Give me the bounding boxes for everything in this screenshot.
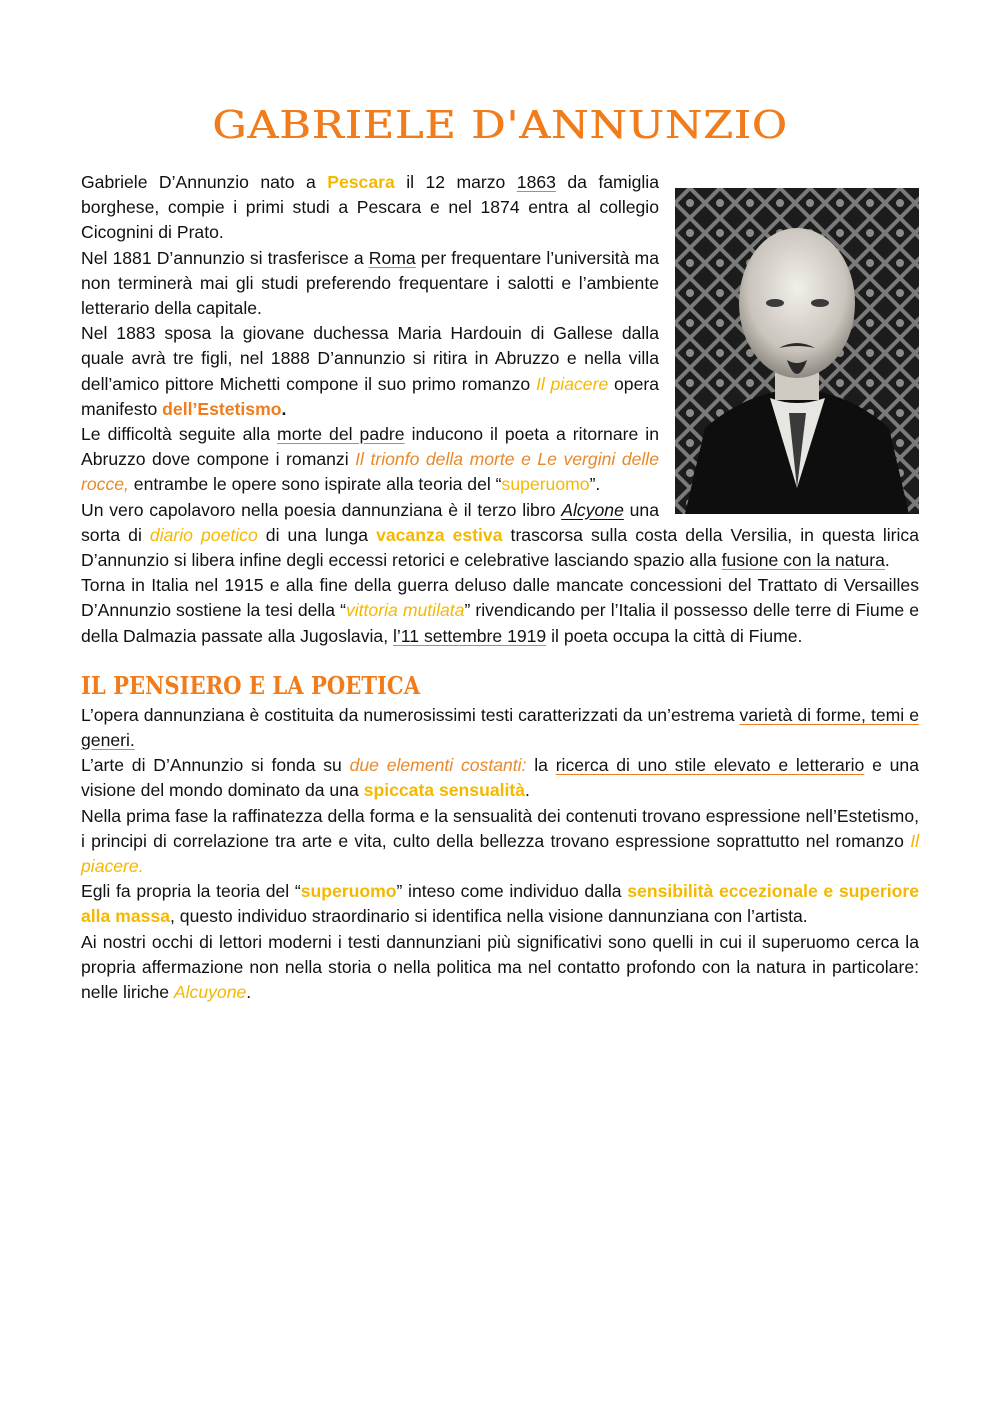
alcuyone-title: Alcuyone (173, 982, 247, 1003)
poetica-paragraph-3 (81, 804, 919, 880)
text: Gabriele D’Annunzio nato a (81, 172, 328, 192)
portrait-photo-icon (675, 188, 919, 514)
birth-year: 1863 (516, 172, 556, 192)
text: , questo individuo straordinario si identifica nella visione dannunziana con l’artista. (170, 906, 808, 927)
poetica-paragraph-5 (81, 930, 919, 1006)
poetica-paragraph-4 (81, 879, 919, 929)
il-piacere-title: Il piacere. (81, 830, 919, 877)
text: entrambe le opere sono ispirate alla teoria del “ (128, 474, 502, 495)
sensibilita-eccezionale: sensibilità eccezionale e superiore alla massa (81, 881, 919, 927)
text: trascorsa sulla costa della Versilia, in questa lirica D’annunzio si libera infine degli eccessi retorici e celebrative lasciando spazio alla (81, 524, 919, 571)
fiume-date: l’11 settembre 1919 (392, 625, 547, 646)
romanzi-titles: Il trionfo della morte e Le vergini delle rocce, (81, 449, 659, 495)
estetismo-highlight: dell’Estetismo (162, 398, 282, 419)
alcyone-title: Alcyone (561, 499, 624, 520)
text: e una visione del mondo dominato da una (81, 755, 919, 801)
ricerca-stile: ricerca di uno stile elevato e letterario (555, 755, 865, 776)
text: . (246, 982, 252, 1003)
due-elementi: due elementi costanti: (349, 755, 527, 776)
text: ”. (589, 474, 601, 495)
pescara-highlight: Pescara (327, 172, 395, 192)
text: Egli fa propria la teoria del “ (81, 881, 301, 902)
text: il 12 marzo (394, 172, 517, 192)
page-title: GABRIELE D'ANNUNZIO (212, 103, 788, 147)
vacanza-estiva: vacanza estiva (376, 524, 503, 545)
text: L’arte di D’Annunzio si fonda su (81, 755, 350, 776)
roma-link: Roma (368, 247, 416, 268)
superuomo-term: superuomo (501, 474, 590, 495)
il-piacere-title: Il piacere (535, 373, 609, 394)
text: ” rivendicando per l’Italia il possesso delle terre di Fiume e della Dalmazia passate alla Jugoslavia, (81, 600, 920, 646)
bio-paragraph-6 (81, 573, 919, 649)
text: . (281, 398, 287, 419)
portrait-image (675, 188, 919, 514)
text: Nel 1881 D’annunzio si trasferisce a (81, 247, 369, 268)
superuomo-term: superuomo (300, 881, 397, 902)
text: Nella prima fase la raffinatezza della forma e la sensualità dei contenuti trovano espressione nell’Estetismo, i principi di correlazione tra arte e vita, culto della bellezza trovano espressione soprattutto nel romanzo (81, 805, 919, 851)
text: Nel 1883 sposa la giovane duchessa Maria Hardouin di Gallese dalla quale avrà tre figli, nel 1888 D’annunzio si ritira in Abruzzo e nella villa dell’amico pittore Michetti compone il suo primo romanzo (81, 323, 659, 394)
section-heading: IL PENSIERO E LA POETICA (81, 670, 421, 700)
text: inducono il poeta a ritornare in Abruzzo dove compone i romanzi (81, 424, 659, 470)
text: Le difficoltà seguite alla (81, 424, 278, 445)
text: di una lunga (257, 524, 377, 545)
text: Un vero capolavoro nella poesia dannunziana è il terzo libro (81, 499, 562, 520)
text: . (525, 780, 530, 801)
text: L’opera dannunziana è costituita da numerosissimi testi caratterizzati da un’estrema (81, 704, 740, 725)
varieta-forme: varietà di forme, temi e generi. (81, 704, 920, 751)
fusione-natura: fusione con la natura (721, 550, 885, 571)
text: da famiglia borghese, compie i primi studi a Pescara e nel 1874 entra al collegio Cicognini di Prato. (81, 172, 659, 243)
text: . (884, 550, 890, 571)
text: la (526, 755, 556, 776)
text: una sorta di (81, 499, 659, 545)
morte-del-padre: morte del padre (277, 424, 405, 445)
vittoria-mutilata: vittoria mutilata (345, 600, 465, 621)
biography-section (81, 170, 919, 1005)
document-page (81, 98, 919, 1005)
text: ” inteso come individuo dalla (396, 881, 628, 902)
spiccata-sensualita: spiccata sensualità (363, 780, 526, 801)
text: opera manifesto (81, 373, 660, 419)
text: per frequentare l’università ma non terminerà mai gli studi preferendo frequentare i salotti e l’ambiente letterario della capitale. (81, 247, 659, 319)
poetica-paragraph-2 (81, 753, 919, 803)
text: Ai nostri occhi di lettori moderni i testi dannunziani più significativi sono quelli in cui il superuomo cerca la propria affermazione non nella storia o nella politica ma nel contatto profondo con la natura in particolare: nelle liriche (81, 931, 919, 1003)
text: Torna in Italia nel 1915 e alla fine della guerra deluso dalle mancate concessioni del Trattato di Versailles D’Annunzio sostiene la tesi della “ (81, 575, 919, 621)
poetica-paragraph-1 (81, 703, 919, 753)
text: il poeta occupa la città di Fiume. (546, 625, 803, 646)
diario-poetico: diario poetico (149, 524, 258, 545)
